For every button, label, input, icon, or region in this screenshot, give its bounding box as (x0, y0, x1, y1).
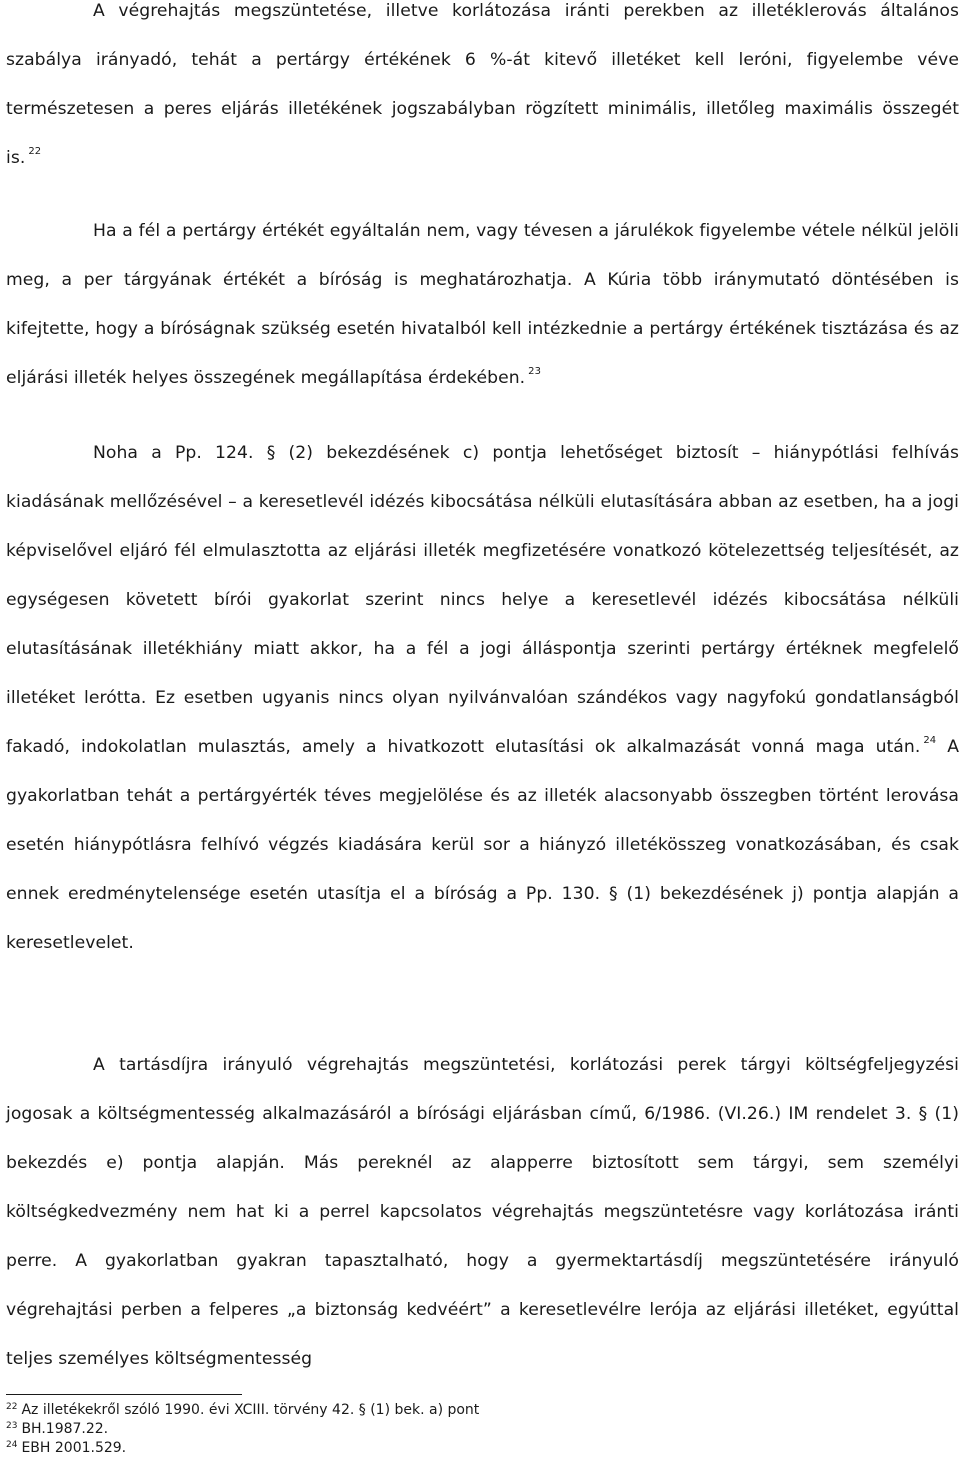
footnote-ref-24: 24 (923, 734, 937, 746)
footnotes (6, 1401, 906, 1458)
footnote-text: BH.1987.22. (21, 1421, 109, 1437)
footnote-number: 22 (6, 1401, 18, 1412)
paragraph-1 (6, 0, 959, 183)
footnote-number: 24 (6, 1439, 18, 1450)
paragraph-3-text: Noha a Pp. 124. § (2) bekezdésének c) pontja lehetőséget biztosít – hiánypótlási felhívás kiadásának mellőzésével – a keresetlevél idézés kibocsátása nélküli elutasítására abban az esetben, ha a jogi képviselővel eljáró fél elmulasztotta az eljárási illeték megfizetésére vonatkozó kötelezettség teljesítését, az egységesen követett bírói gyakorlat szerint nincs helye a keresetlevél idézés kibocsátása nélküli elutasításának illetékhiány miatt akkor, ha a fél a jogi álláspontja szerinti pertárgy értéknek megfelelő illetéket lerótta. Ez esetben ugyanis nincs olyan nyilvánvalóan szándékos vagy nagyfokú gondatlanságból fakadó, indokolatlan mulasztás, amely a hivatkozott elutasítási ok alkalmazását vonná maga után. (6, 443, 959, 758)
footnote-24 (6, 1439, 906, 1458)
footnote-separator (6, 1394, 242, 1395)
paragraph-2-text: Ha a fél a pertárgy értékét egyáltalán nem, vagy tévesen a járulékok figyelembe vétele nélkül jelöli meg, a per tárgyának értékét a bíróság is meghatározhatja. A Kúria több iránymutató döntésében is kifejtette, hogy a bíróságnak szükség esetén hivatalból kell intézkednie a pertárgy értékének tisztázása és az eljárási illeték helyes összegének megállapítása érdekében. (6, 221, 959, 389)
paragraph-2 (6, 207, 959, 403)
footnote-ref-22: 22 (28, 145, 42, 157)
paragraph-1-text: A végrehajtás megszüntetése, illetve korlátozása iránti perekben az illetéklerovás általános szabálya irányadó, tehát a pertárgy értékének 6 %-át kitevő illetéket kell leróni, figyelembe véve természetesen a peres eljárás illetékének jogszabályban rögzített minimális, illetőleg maximális összegét is. (6, 1, 959, 169)
footnote-number: 23 (6, 1420, 18, 1431)
paragraph-4-text: A tartásdíjra irányuló végrehajtás megszüntetési, korlátozási perek tárgyi költségfeljegyzési jogosak a költségmentesség alkalmazásáról a bírósági eljárásban című, 6/1986. (VI.26.) IM rendelet 3. § (1) bekezdés e) pontja alapján. Más pereknél az alapperre biztosított sem tárgyi, sem személyi költségkedvezmény nem hat ki a perrel kapcsolatos végrehajtás megszüntetésre vagy korlátozása iránti perre. A gyakorlatban gyakran tapasztalható, hogy a gyermektartásdíj megszüntetésére irányuló végrehajtási perben a felperes „a biztonság kedvéért” a keresetlevélre lerója az eljárási illetéket, egyúttal teljes személyes költségmentesség (6, 1055, 959, 1370)
footnote-text: Az illetékekről szóló 1990. évi XCIII. törvény 42. § (1) bek. a) pont (21, 1402, 480, 1418)
footnote-text: EBH 2001.529. (21, 1440, 127, 1456)
paragraph-3 (6, 429, 959, 969)
footnote-ref-23: 23 (528, 365, 541, 377)
footnote-23 (6, 1420, 906, 1439)
paragraph-3-text-continued: A gyakorlatban tehát a pertárgyérték téves megjelölése és az illeték alacsonyabb összegben történt lerovása esetén hiánypótlásra felhívó végzés kiadására kerül sor a hiányzó illetékösszeg vonatkozásában, és csak ennek eredménytelensége esetén utasítja el a bíróság a Pp. 130. § (1) bekezdésének j) pontja alapján a keresetlevelet. (6, 737, 959, 954)
paragraph-4 (6, 1041, 959, 1384)
footnote-22 (6, 1401, 906, 1420)
